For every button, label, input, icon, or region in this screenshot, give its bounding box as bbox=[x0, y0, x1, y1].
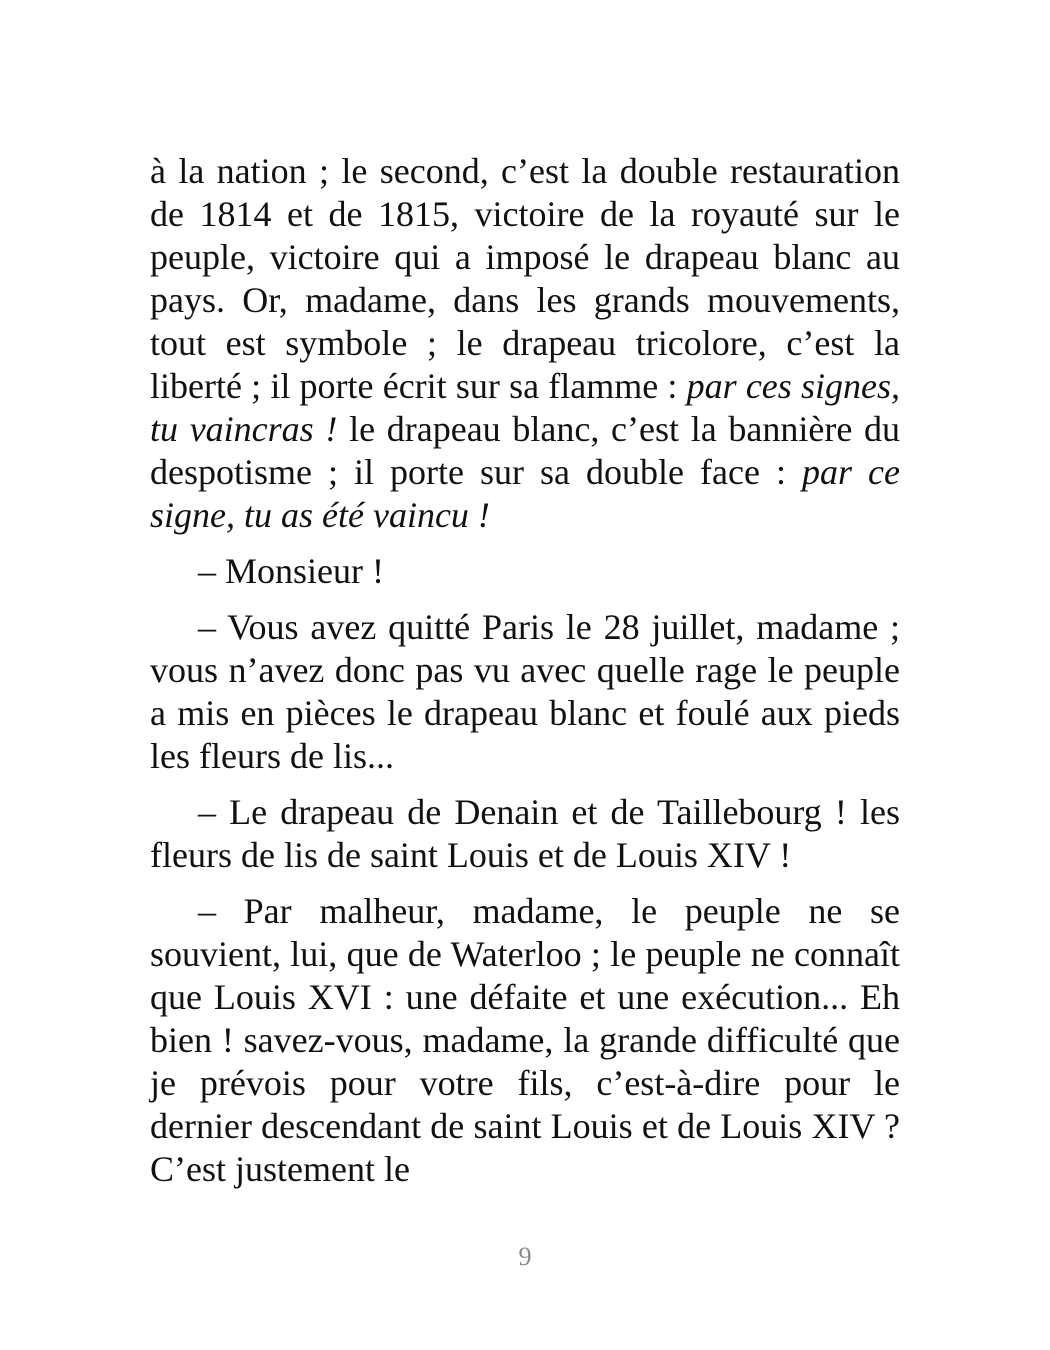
paragraph-1-text-c: le drapeau blanc, c’est la bannière du despotisme ; il porte sur sa double face : bbox=[150, 409, 900, 492]
page-number: 9 bbox=[518, 1242, 532, 1271]
paragraph-5: – Par malheur, madame, le peuple ne se souvient, lui, que de Waterloo ; le peuple ne connaît que Louis XVI : une défaite et une exécution... Eh bien ! savez-vous, madame, la grande difficulté que je prévois pour votre fils, c’est-à-dire pour le dernier descendant de saint Louis et de Louis XIV ? C’est justement le bbox=[150, 891, 900, 1189]
paragraph-1-italic-d: par ce signe, tu as été vaincu ! bbox=[150, 452, 900, 535]
paragraph-1 bbox=[150, 150, 900, 537]
paragraph-1-text-a: à la nation ; le second, c’est la double restauration de 1814 et de 1815, victoire de la royauté sur le peuple, victoire qui a imposé le drapeau blanc au pays. Or, madame, dans les grands mouvements, tout est symbole ; le drapeau tricolore, c’est la liberté ; il porte écrit sur sa flamme : bbox=[150, 151, 900, 406]
paragraph-1-italic-b: par ces signes, tu vaincras ! bbox=[150, 366, 900, 449]
paragraph-2: – Monsieur ! bbox=[198, 551, 384, 591]
paragraph-4: – Le drapeau de Denain et de Taillebourg ! les fleurs de lis de saint Louis et de Louis XIV ! bbox=[150, 792, 900, 875]
page-text bbox=[150, 150, 900, 1204]
paragraph-3: – Vous avez quitté Paris le 28 juillet, madame ; vous n’avez donc pas vu avec quelle rage le peuple a mis en pièces le drapeau blanc et foulé aux pieds les fleurs de lis... bbox=[150, 607, 900, 776]
